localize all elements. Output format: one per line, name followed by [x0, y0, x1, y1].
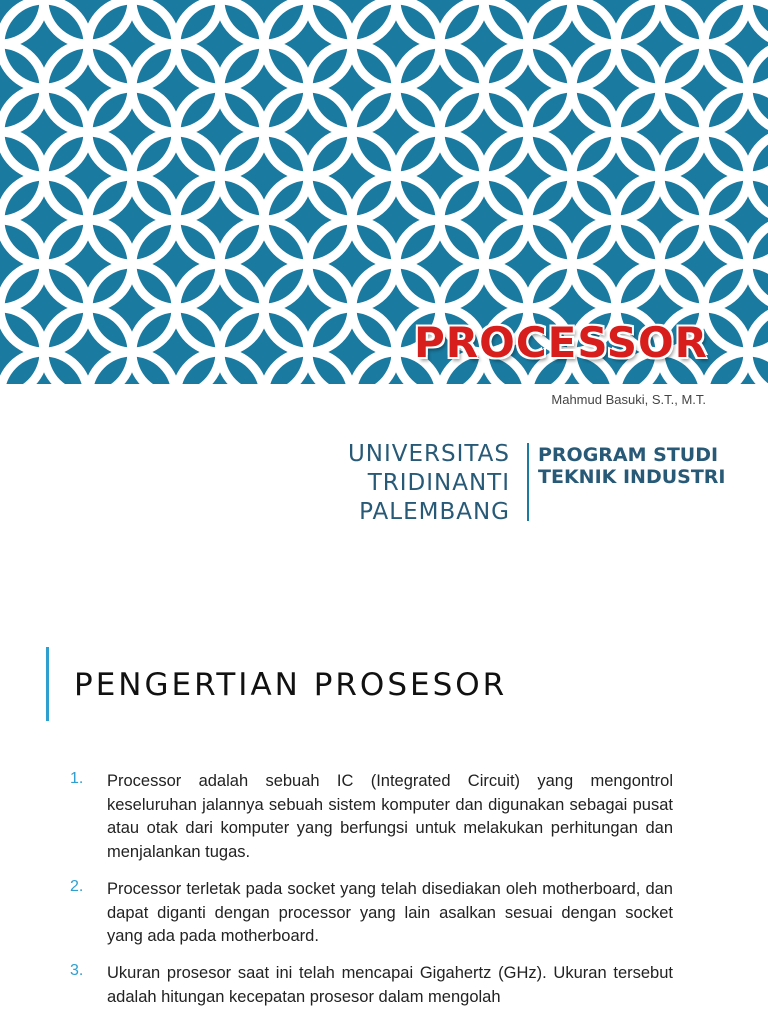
program-name: [538, 444, 726, 488]
list-text: Processor adalah sebuah IC (Integrated Circuit) yang mengontrol keseluruhan jalannya sebuah sistem komputer dan digunakan sebagai pusat atau otak dari komputer yang berfungsi untuk melakukan perhitungan dan menjalankan tugas.: [107, 772, 673, 861]
section-title: PENGERTIAN PROSESOR: [74, 667, 508, 703]
list-text: Ukuran prosesor saat ini telah mencapai Gigahertz (GHz). Ukuran tersebut adalah hitungan kecepatan prosesor dalam mengolah: [107, 964, 673, 1006]
title-accent-bar: [46, 647, 49, 721]
list-number: 2.: [70, 878, 84, 895]
program-line: TEKNIK INDUSTRI: [538, 466, 726, 488]
vertical-divider: [527, 443, 529, 521]
list-number: 1.: [70, 770, 84, 787]
list-text: Processor terletak pada socket yang telah disediakan oleh motherboard, dan dapat diganti dengan processor yang lain asalkan sesuai dengan socket yang ada pada motherboard.: [107, 880, 673, 945]
university-name: [300, 440, 510, 527]
university-line: TRIDINANTI: [367, 470, 510, 496]
content-slide: [0, 615, 768, 1024]
university-line: UNIVERSITAS: [347, 441, 510, 467]
author-name: Mahmud Basuki, S.T., M.T.: [551, 392, 706, 407]
university-line: PALEMBANG: [359, 499, 510, 525]
program-line: PROGRAM STUDI: [538, 444, 719, 466]
slide-title: PROCESSOR: [414, 318, 708, 367]
list-number: 3.: [70, 962, 84, 979]
